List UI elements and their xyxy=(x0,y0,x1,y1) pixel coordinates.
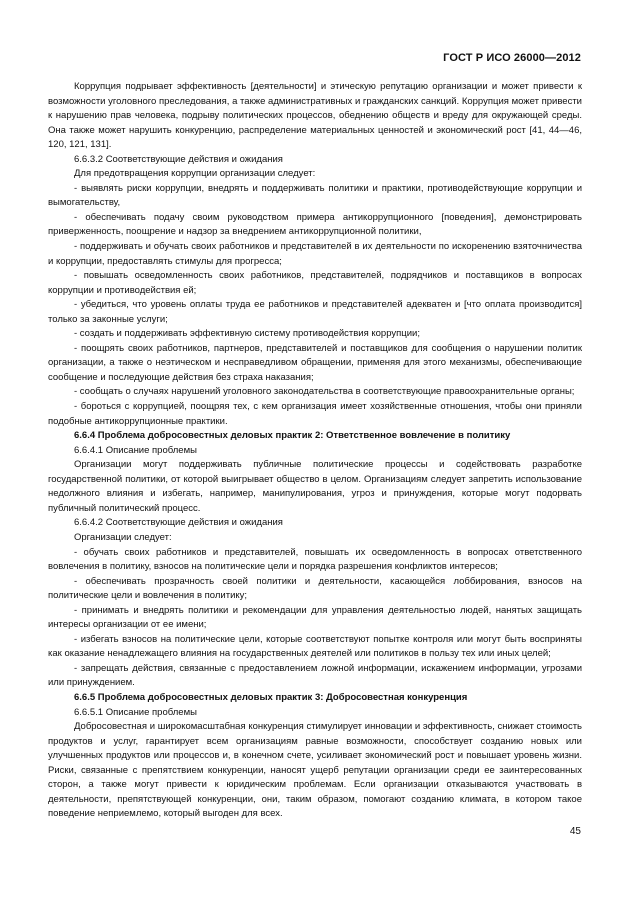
paragraph: - обеспечивать прозрачность своей политики и деятельности, касающейся лоббирования, взносов на политические цели и вовлечения в политику; xyxy=(48,575,582,602)
section-heading: 6.6.5 Проблема добросовестных деловых практик 3: Добросовестная конкуренция xyxy=(74,691,468,703)
paragraph: - поддерживать и обучать своих работников и представителей в их деятельности по искоренению взяточничества и коррупции, предоставлять стимулы для прогресса; xyxy=(48,241,582,267)
paragraph: Добросовестная и широкомасштабная конкуренция стимулирует инновации и эффективность, снижает стоимость продуктов и услуг, гарантирует всем организациям равные возможности, способствует созданию новых или улучшенных продуктов или процессов и, в конечном счете, усиливает экономический рост и повышает уровень жизни. Риски, связанные с препятствием конкуренции, наносят ущерб репутации организации среди ее заинтересованных сторон, а также могут привести к юридическим проблемам. Если организации отказываются участвовать в деятельности, препятствующей конкуренции, они, таким образом, помогают созданию климата, в котором такое поведение неприемлемо, который выгоден для всех. xyxy=(48,721,582,820)
paragraph: - убедиться, что уровень оплаты труда ее работников и представителей адекватен и [что оплата производится] только за законные услуги; xyxy=(48,299,582,325)
paragraph: Для предотвращения коррупции организации следует: xyxy=(74,168,316,180)
paragraph: - выявлять риски коррупции, внедрять и поддерживать политики и практики, противодействующие коррупции и вымогательству, xyxy=(48,182,582,209)
paragraph: - создать и поддерживать эффективную систему противодействия коррупции; xyxy=(74,328,420,340)
paragraph: Организации следует: xyxy=(74,531,172,543)
paragraph: - обучать своих работников и представителей, повышать их осведомленность в вопросах ответственного вовлечения в политику, взносов на политические цели и порядка разрешения конфликтов интересов; xyxy=(48,546,582,573)
paragraph: - принимать и внедрять политики и рекомендации для управления деятельностью людей, нанятых защищать интересы организации от ее имени; xyxy=(48,604,582,631)
document-body xyxy=(48,80,582,822)
paragraph: 6.6.4.1 Описание проблемы xyxy=(74,444,197,456)
standard-header: ГОСТ Р ИСО 26000—2012 xyxy=(443,52,581,64)
paragraph: 6.6.3.2 Соответствующие действия и ожидания xyxy=(74,153,283,165)
section-heading: 6.6.4 Проблема добросовестных деловых практик 2: Ответственное вовлечение в политику xyxy=(74,430,511,442)
paragraph: - обеспечивать подачу своим руководством примера антикоррупционного [поведения], демонстрировать приверженность, поощрение и надзор за внедрением антикоррупционной политики, xyxy=(48,211,582,238)
paragraph: - избегать взносов на политические цели, которые соответствуют попытке контроля или могут быть восприняты как оказание ненадлежащего влияния на государственных деятелей или политиков в пользу тех или иных целей; xyxy=(48,633,582,660)
paragraph: Коррупция подрывает эффективность [деятельности] и этическую репутацию организации и может привести к возможности уголовного преследования, а также административных и гражданских санкций. Коррупция может привести к нарушению прав человека, подрыву политических процессов, обеднению обществ и вреду для окружающей среды. Она также может нарушить конкуренцию, распределение материальных ценностей и экономический рост [41, 44—46, 120, 121, 131]. xyxy=(48,81,582,151)
paragraph: - поощрять своих работников, партнеров, представителей и поставщиков для сообщения о нарушении политик организации, а также о неэтическом и несправедливом обращении, применяя для этого механизмы, обеспечивающие сообщение и последующие действия без страха наказания; xyxy=(48,342,582,383)
paragraph: - бороться с коррупцией, поощряя тех, с кем организация имеет хозяйственные отношения, чтобы они приняли подобные антикоррупционные практики. xyxy=(48,401,582,427)
paragraph: - повышать осведомленность своих работников, представителей, подрядчиков и поставщиков в вопросах коррупции и противодействия ей; xyxy=(48,270,582,296)
paragraph: Организации могут поддерживать публичные политические процессы и содействовать разработке государственной политики, от которой выигрывает общество в целом. Организациям следует запретить использование недолжного влияния и избегать, например, манипулирования, угроз и принуждения, которые могут подорвать публичный политический процесс. xyxy=(48,459,582,514)
paragraph: - запрещать действия, связанные с предоставлением ложной информации, искажением информации, угрозами или принуждением. xyxy=(48,662,582,689)
page-number: 45 xyxy=(569,826,581,837)
paragraph: - сообщать о случаях нарушений уголовного законодательства в соответствующие правоохранительные органы; xyxy=(74,386,575,398)
paragraph: 6.6.4.2 Соответствующие действия и ожидания xyxy=(74,517,283,529)
paragraph: 6.6.5.1 Описание проблемы xyxy=(74,706,197,718)
